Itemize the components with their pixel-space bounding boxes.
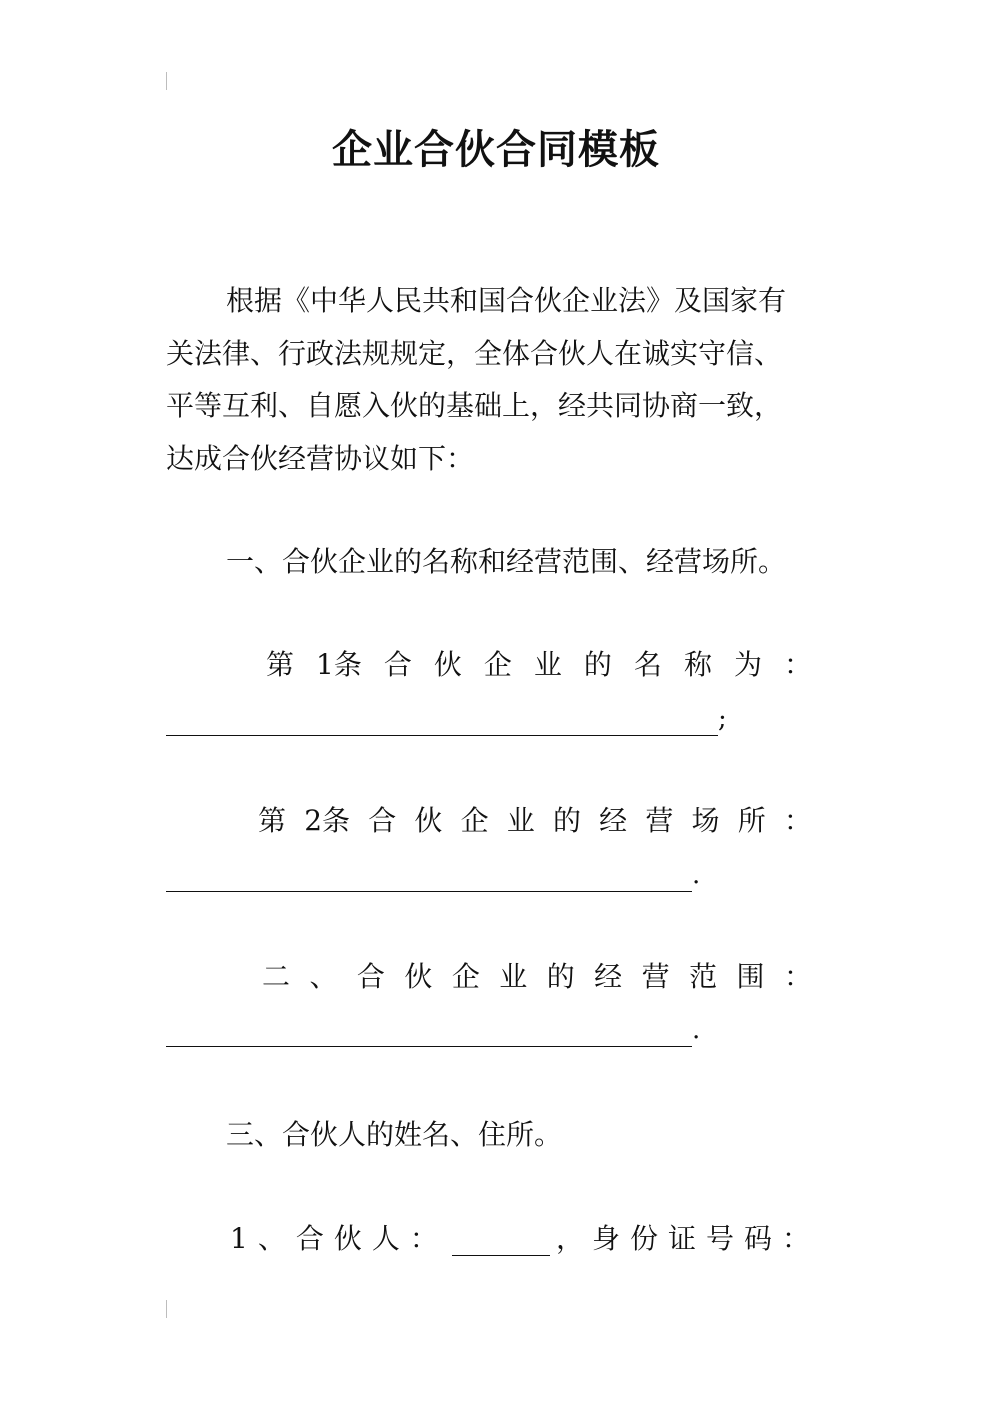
- fill-in-underline[interactable]: [166, 861, 692, 892]
- intro-line-3: 平等互利、自愿入伙的基础上，经共同协商一致，: [166, 389, 783, 422]
- article-2-label: 第 2条 合 伙 企 业 的 经 营 场 所 ：: [258, 804, 812, 837]
- intro-line-2: 关法律、行政法规规定，全体合伙人在诚实守信、: [166, 337, 783, 370]
- article-2-blank-field[interactable]: .: [166, 858, 700, 892]
- section-1-heading: 一、合伙企业的名称和经营范围、经营场所。: [226, 545, 787, 578]
- partner-1-name-field[interactable]: [452, 1225, 550, 1256]
- partner-1-label: 1、合伙人：: [230, 1222, 448, 1255]
- partner-1-id-label: 身份证号码：: [591, 1222, 820, 1255]
- document-title: 企业合伙合同模板: [332, 127, 660, 173]
- section-2-label: 二 、 合 伙 企 业 的 经 营 范 围 ：: [262, 960, 812, 993]
- section-2-blank-field[interactable]: .: [166, 1013, 700, 1047]
- fill-in-underline[interactable]: [166, 1016, 692, 1047]
- fill-in-underline[interactable]: [166, 705, 718, 736]
- article-1-label: 第 1条 合 伙 企 业 的 名 称 为 ：: [266, 648, 812, 681]
- partner-1-line: 1、合伙人： ， 身份证号码：: [230, 1222, 820, 1255]
- article-1-blank-field[interactable]: ;: [166, 702, 727, 736]
- intro-line-4: 达成合伙经营协议如下：: [166, 442, 475, 475]
- intro-line-1: 根据《中华人民共和国合伙企业法》及国家有: [226, 284, 787, 317]
- crop-mark-top: [166, 72, 167, 90]
- crop-mark-bottom: [166, 1300, 167, 1318]
- section-3-heading: 三、合伙人的姓名、住所。: [226, 1118, 563, 1151]
